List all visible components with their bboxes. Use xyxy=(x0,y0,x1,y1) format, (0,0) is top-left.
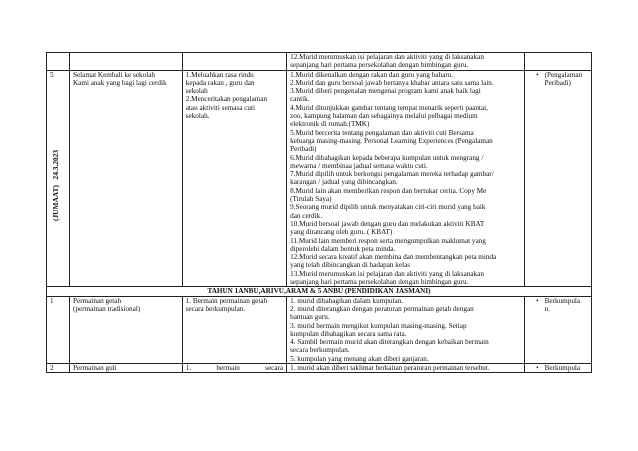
topic-cell: Selamat Kembali ke sekolah Kami anak yang bagi lagi cerdik xyxy=(69,70,182,287)
table-row xyxy=(47,296,592,363)
bullet-icon: • xyxy=(536,296,539,305)
week-number-cell xyxy=(47,70,70,287)
table-row xyxy=(47,363,592,372)
table-row xyxy=(47,70,592,287)
activity-cell: 1. murid akan diberi taklimat berkaitan peraturan permainan tersebut. xyxy=(287,363,525,372)
topic-cell: Permainan getah (permainan tradisional) xyxy=(69,296,182,363)
week-number: 5 xyxy=(50,70,54,79)
bullet-icon: • xyxy=(536,70,539,79)
day-date-label: (JUMAAT) 24.3.2023 xyxy=(51,149,60,221)
activity-cell: 1.Murid dikenalkan dengan rakan dan guru yang baharu. 2.Murid dan guru bersoal jawab bertanya khabar antara satu sama lain. 3.Murid diberi pengenalan mengenai program kami anak baik lagi cantik. 4.Murid ditunjukkan gambar tentang tempat menarik seperti paantai, zoo, kampung halaman dan sebagainya melalui pelbagai medium elektronik di rumah.(TMK) 5.Murid bercerita tentang pengalaman dan aktiviti cuti Bersama keluarga masing-masing. Personal Learning Experiences (Pengalaman Peribadi) 6.Murid dibahagikan kepada beberapa kumpulan untuk mengrang / mewarna / membinaa jadual semasa waktu cuti. 7.Murid dipilih untuk berkongsi pengalaman mereka terhadap gambar/ karangan / jadual yang dibincangkan. 8.Murid lain akan memberikan respon dan bertukar cerita. Copy Me (Tirulah Saya) 9.Seorang murid dipilih untuk menyatakan ciri-ciri murid yang baik dan cerdik. 10.Murid bersoal jawab dengan guru dan melakukan aktiviti KBAT yang dirancang oleh guru. ( KBAT) 11.Murid lain memberi respon serta mengumpulkan maklumat yang diperolehi dalam bentuk peta minda. 12.Murid secara kreatif akan membina dan membentangkan peta minda yang telah dibincangkan di hadapan kelas 13.Murid merumuskan isi pelajaran dan aktiviti yang di laksanakan sepanjang hari pertama persekolahan dengan bimbingan guru. xyxy=(287,70,525,287)
section-heading: TAHUN 1ANBU,ARIVU,ARAM & 5 ANBU (PENDIDIKAN JASMANI) xyxy=(47,287,592,296)
activity-cell: 12.Murid merumuskan isi pelajaran dan aktiviti yang di laksanakan sepanjang hari pertama persekolahan dengan bimbingan guru. xyxy=(287,53,525,71)
table-row xyxy=(47,53,592,71)
topic-cell: Permainan guli xyxy=(69,363,182,372)
standard-cell: 1. Bermain permainan getah secara berkumpulan. xyxy=(182,296,286,363)
standard-cell: 1. bermain secara xyxy=(182,363,286,372)
week-number: 1 xyxy=(47,296,70,363)
note-cell: • Berkumpula xyxy=(525,363,592,372)
note-cell: • (Pengalaman Peribadi) xyxy=(525,70,592,287)
standard-cell: 1.Meluahkan rasa rindu kepada rakan , guru dan sekolah 2.Menceritakan pengalaman atau aktiviti semasa cuti sekolah. xyxy=(182,70,286,287)
note-cell: • Berkumpula n. xyxy=(525,296,592,363)
bullet-icon: • xyxy=(536,363,539,372)
week-number: 2 xyxy=(47,363,70,372)
lesson-plan-table xyxy=(46,52,592,373)
table-row xyxy=(47,287,592,296)
activity-cell: 1. murid dibahagikan dalam kumpulan. 2. murid diterangkan dengan peraturan permainan getah dengan bantuan guru. 3. murid bermain mengikut kumpulan masing-masing. Setiap kumpulan dibahagikan secara sama rata. 4. Sambil bermain murid akan diterangkan dengan kebaikan bermain secara berkumpulan. 5. kumpulan yang menang akan diberi ganjaran. xyxy=(287,296,525,363)
